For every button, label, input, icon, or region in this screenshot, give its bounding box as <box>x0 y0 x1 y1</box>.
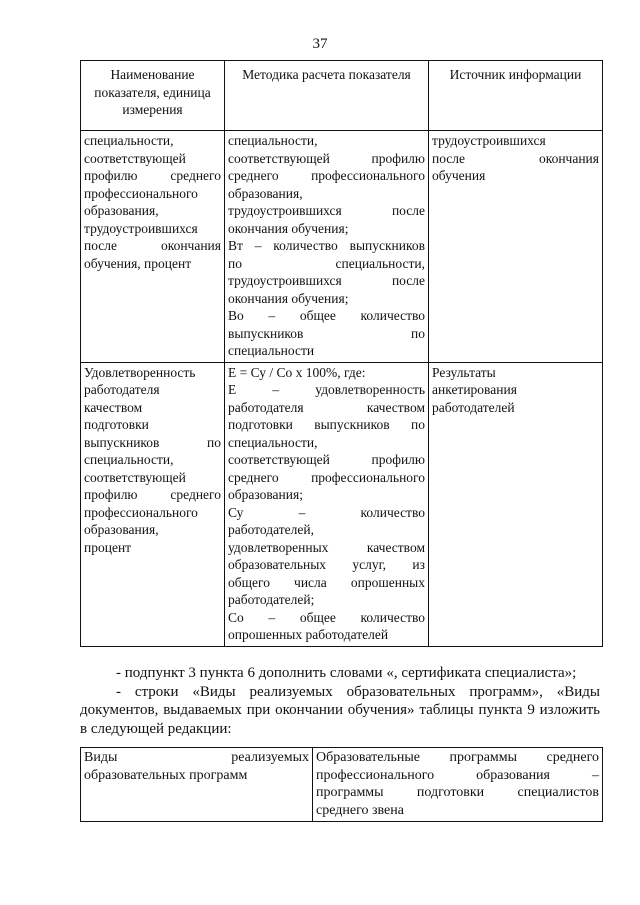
cell-line: работодателя качеством <box>228 399 425 415</box>
cell-line: специальности, <box>84 133 174 148</box>
cell-line: обучения <box>432 168 486 183</box>
cell-line: Виды реализуемых <box>84 750 309 765</box>
cell-line: окончания обучения; <box>228 220 349 236</box>
header-indicator-name <box>81 61 225 131</box>
cell-line: специальности, <box>84 452 174 467</box>
cell-line: выпускников по <box>228 325 425 341</box>
cell-line: Су – количество <box>228 504 425 520</box>
cell-line: соответствующей профилю <box>228 452 425 467</box>
cell-line: образования; <box>228 487 303 502</box>
header-calculation-method <box>225 61 429 131</box>
table-row <box>81 748 603 822</box>
cell-line: опрошенных работодателей <box>228 627 389 642</box>
indicator-cell <box>81 362 225 646</box>
cell-line: Удовлетворенность <box>84 364 196 380</box>
paragraph-line: документов, выдаваемых при окончании обучения» таблицы пункта 9 изложить <box>80 702 600 719</box>
cell-line: среднего профессионального <box>228 469 425 485</box>
indicator-cell <box>81 131 225 363</box>
cell-line: процент <box>84 539 132 555</box>
cell-line: специальности <box>228 343 315 358</box>
indicator-table <box>80 60 603 647</box>
cell-line: образовательных услуг, из <box>228 557 425 572</box>
cell-line: трудоустроившихся <box>432 133 546 148</box>
cell-line: среднего звена <box>316 802 404 818</box>
page-number: 37 <box>312 36 328 52</box>
cell-line: анкетирования <box>432 382 517 397</box>
header-line: показателя, единица <box>94 84 211 100</box>
amendment-text <box>80 664 600 738</box>
cell-line: выпускников по <box>84 434 221 450</box>
cell-line: подготовки <box>84 417 149 432</box>
header-information-source <box>429 61 603 131</box>
header-line: Источник информации <box>449 67 582 82</box>
cell-line: Образовательные программы среднего <box>316 750 599 765</box>
cell-line: качеством <box>84 399 143 415</box>
header-line: Методика расчета показателя <box>242 67 411 82</box>
cell-line: соответствующей <box>84 469 186 485</box>
cell-line: специальности, <box>228 133 318 148</box>
cell-line: Со – общее количество <box>228 609 425 625</box>
cell-line: Е = Су / Со х 100%, где: <box>228 364 366 380</box>
program-types-table <box>80 747 603 822</box>
source-cell <box>429 131 603 363</box>
header-line: Наименование <box>110 67 195 82</box>
method-cell <box>225 131 429 363</box>
cell-line: соответствующей профилю <box>228 150 425 166</box>
header-line: измерения <box>122 102 183 117</box>
cell-line: работодателей; <box>228 592 315 607</box>
paragraph-line: в следующей редакции: <box>80 720 232 737</box>
cell-line: работодателя <box>84 382 160 397</box>
cell-line: трудоустроившихся <box>84 220 198 236</box>
table-header-row <box>81 61 603 131</box>
cell-line: образовательных программ <box>84 767 248 783</box>
cell-line: среднего профессионального <box>228 168 425 183</box>
cell-line: Е – удовлетворенность <box>228 382 425 397</box>
cell-line: Результаты <box>432 364 496 380</box>
cell-line: после окончания <box>432 150 599 166</box>
program-types-value-cell <box>313 748 603 822</box>
cell-line: соответствующей <box>84 150 186 166</box>
cell-line: по специальности, <box>228 255 425 271</box>
cell-line: общего числа опрошенных <box>228 574 425 590</box>
cell-line: программы подготовки специалистов <box>316 785 599 800</box>
cell-line: профессионального образования – <box>316 767 599 783</box>
cell-line: профессионального <box>84 504 198 520</box>
cell-line: образования, <box>84 522 159 537</box>
cell-line: специальности, <box>228 434 318 450</box>
table-row <box>81 362 603 646</box>
cell-line: работодателей, <box>228 522 314 537</box>
paragraph-line: - строки «Виды реализуемых образовательных программ», «Виды <box>116 683 600 700</box>
cell-line: трудоустроившихся после <box>228 203 425 218</box>
cell-line: удовлетворенных качеством <box>228 539 425 555</box>
cell-line: профилю среднего <box>84 168 221 183</box>
cell-line: после окончания <box>84 238 221 253</box>
method-cell <box>225 362 429 646</box>
table-row <box>81 131 603 363</box>
cell-line: трудоустроившихся после <box>228 273 425 288</box>
cell-line: профессионального <box>84 185 198 201</box>
program-types-label-cell <box>81 748 313 822</box>
paragraph-line: - подпункт 3 пункта 6 дополнить словами «, сертификата специалиста»; <box>116 665 577 681</box>
source-cell <box>429 362 603 646</box>
cell-line: Вт – количество выпускников <box>228 238 425 253</box>
cell-line: работодателей <box>432 399 515 415</box>
cell-line: окончания обучения; <box>228 290 349 306</box>
cell-line: образования, <box>84 203 159 218</box>
cell-line: Во – общее количество <box>228 308 425 323</box>
cell-line: подготовки выпускников по <box>228 417 425 432</box>
cell-line: обучения, процент <box>84 255 192 271</box>
cell-line: профилю среднего <box>84 487 221 502</box>
cell-line: образования, <box>228 185 303 201</box>
